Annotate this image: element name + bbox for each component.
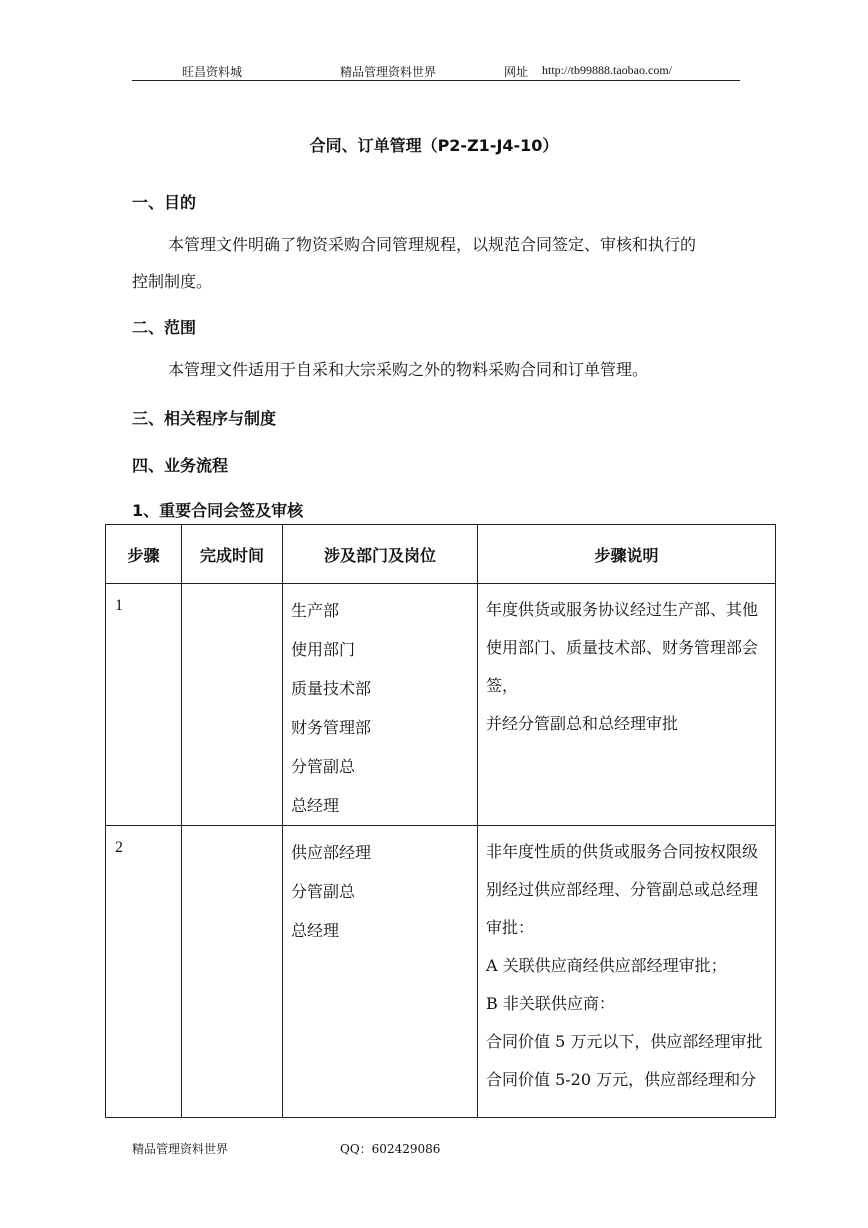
desc-cell [478,826,776,1118]
step-cell [106,584,182,826]
column-header-time: 完成时间 [182,525,283,584]
process-table [105,524,776,1118]
step-cell [106,826,182,1118]
dept-item: 总经理 [291,796,340,815]
section-heading-purpose: 一、目的 [132,193,197,212]
table-row [106,826,776,1118]
desc-paragraph: 年度供货或服务协议经过生产部、其他使用部门、质量技术部、财务管理部会签， [486,600,759,695]
table-header-row [106,525,776,584]
purpose-line-1: 本管理文件明确了物资采购合同管理规程，以规范合同签定、审核和执行的 [168,235,697,254]
desc-paragraph: A 关联供应商经供应部经理审批； [486,956,727,975]
step-number: 2 [115,839,123,856]
time-cell [182,826,283,1118]
header-site-url: http://tb99888.taobao.com/ [542,63,672,77]
step-number: 1 [115,597,123,614]
column-header-desc: 步骤说明 [478,525,776,584]
desc-paragraph: B 非关联供应商： [486,994,615,1013]
page-header [132,58,740,81]
footer-qq-text: QQ：602429086 [340,1142,441,1156]
column-header-depts: 涉及部门及岗位 [283,525,478,584]
desc-cell [478,584,776,826]
table-row [106,584,776,826]
dept-item: 分管副总 [291,757,356,776]
section-heading-scope: 二、范围 [132,318,197,337]
depts-cell [283,826,478,1118]
dept-item: 总经理 [291,921,340,940]
scope-line: 本管理文件适用于自采和大宗采购之外的物料采购合同和订单管理。 [168,360,649,379]
desc-paragraph: 并经分管副总和总经理审批 [486,714,679,733]
page-footer [132,1140,441,1157]
column-header-step: 步骤 [106,525,182,584]
subsection-heading: 1、重要合同会签及审核 [132,501,304,520]
desc-paragraph: 非年度性质的供货或服务合同按权限级别经过供应部经理、分管副总或总经理审批： [486,842,759,937]
time-cell [182,584,283,826]
desc-paragraph: 合同价值 5 万元以下，供应部经理审批 [486,1032,763,1051]
section-heading-process: 四、业务流程 [132,456,229,475]
scope-paragraph [132,351,744,388]
dept-item: 生产部 [291,601,340,620]
footer-left-text: 精品管理资料世界 [132,1142,229,1156]
dept-item: 供应部经理 [291,843,372,862]
dept-item: 使用部门 [291,640,356,659]
section-heading-related: 三、相关程序与制度 [132,409,277,428]
dept-item: 分管副总 [291,882,356,901]
dept-item: 质量技术部 [291,679,372,698]
header-center-text: 精品管理资料世界 [340,65,437,79]
desc-paragraph: 合同价值 5-20 万元，供应部经理和分 [486,1070,757,1089]
depts-cell [283,584,478,826]
document-title: 合同、订单管理（P2-Z1-J4-10） [309,136,559,155]
header-site-label: 网址 [504,65,529,79]
header-left-text: 旺昌资料城 [182,65,243,79]
dept-item: 财务管理部 [291,718,372,737]
purpose-paragraph [132,226,744,300]
purpose-line-2: 控制制度。 [132,272,213,291]
